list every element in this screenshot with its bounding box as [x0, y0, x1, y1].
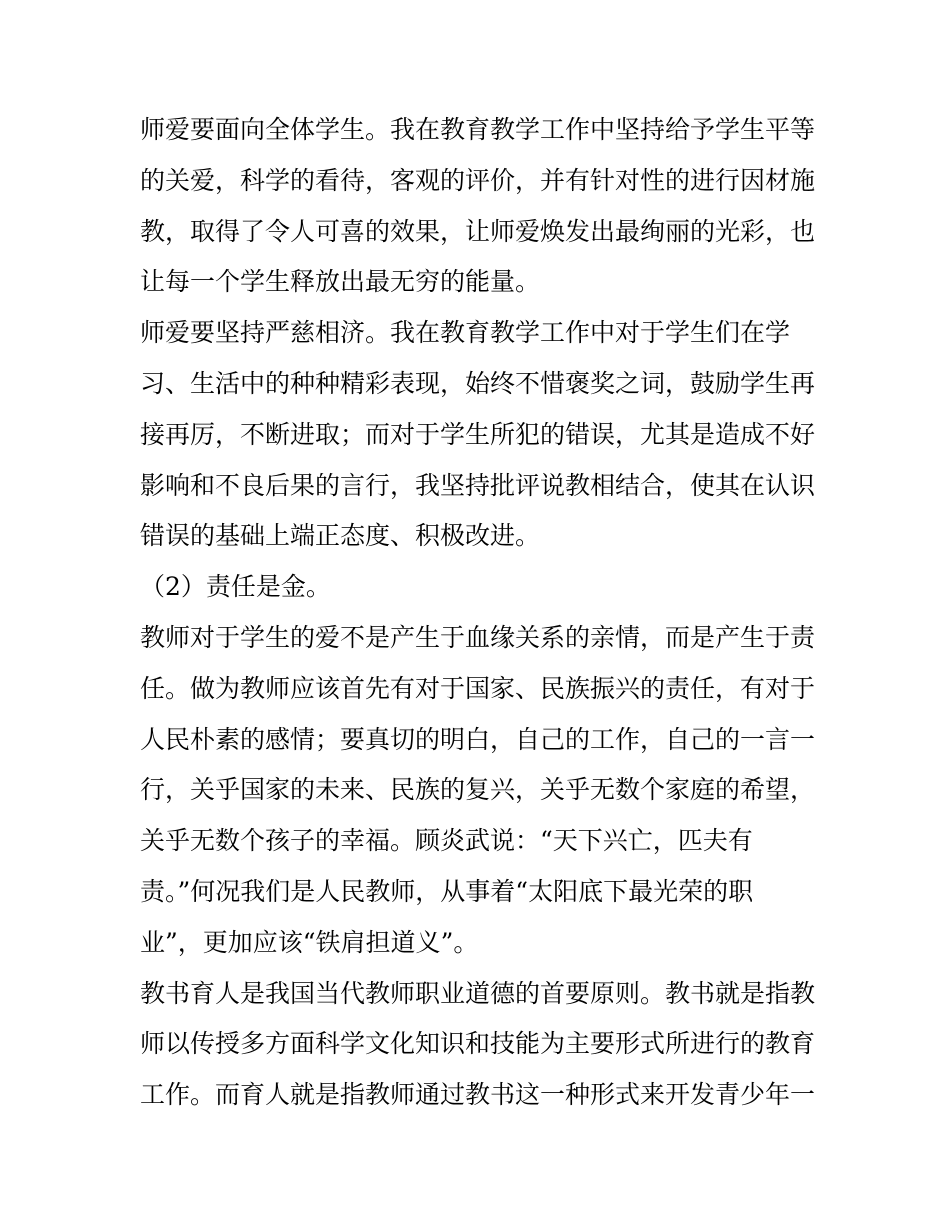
section-heading: （2）责任是金。 [140, 572, 331, 602]
text-line: 错误的基础上端正态度、积极改进。 [140, 521, 541, 551]
text-line: 师爱要坚持严慈相济。我在教育教学工作中对于学生们在学 [140, 318, 791, 348]
text-line: 关乎无数个孩子的幸福。顾炎武说：“天下兴亡，匹夫有 [140, 826, 753, 856]
text-line: 师以传授多方面科学文化知识和技能为主要形式所进行的教育 [140, 1029, 816, 1059]
text-line: 人民朴素的感情；要真切的明白，自己的工作，自己的一言一 [140, 724, 816, 754]
text-line: 教书育人是我国当代教师职业道德的首要原则。教书就是指教 [140, 978, 816, 1008]
text-line: 业”，更加应该“铁肩担道义”。 [140, 927, 479, 957]
text-line: 任。做为教师应该首先有对于国家、民族振兴的责任，有对于 [140, 673, 816, 703]
text-line: 让每一个学生释放出最无穷的能量。 [140, 267, 541, 297]
document-body [140, 105, 820, 1121]
text-line: 师爱要面向全体学生。我在教育教学工作中坚持给予学生平等 [140, 115, 816, 144]
text-line: 工作。而育人就是指教师通过教书这一种形式来开发青少年一 [140, 1080, 816, 1110]
text-line: 教师对于学生的爱不是产生于血缘关系的亲情，而是产生于责 [140, 622, 816, 652]
text-line: 习、生活中的种种精彩表现，始终不惜褒奖之词，鼓励学生再 [140, 368, 816, 398]
text-line: 接再厉，不断进取；而对于学生所犯的错误，尤其是造成不好 [140, 419, 816, 449]
text-line: 的关爱，科学的看待，客观的评价，并有针对性的进行因材施 [140, 165, 816, 195]
text-line: 教，取得了令人可喜的效果，让师爱焕发出最绚丽的光彩，也 [140, 216, 816, 246]
text-line: 责。”何况我们是人民教师，从事着“太阳底下最光荣的职 [140, 876, 754, 906]
text-line: 影响和不良后果的言行，我坚持批评说教相结合，使其在认识 [140, 470, 816, 500]
text-line: 行，关乎国家的未来、民族的复兴，关乎无数个家庭的希望， [140, 775, 816, 805]
